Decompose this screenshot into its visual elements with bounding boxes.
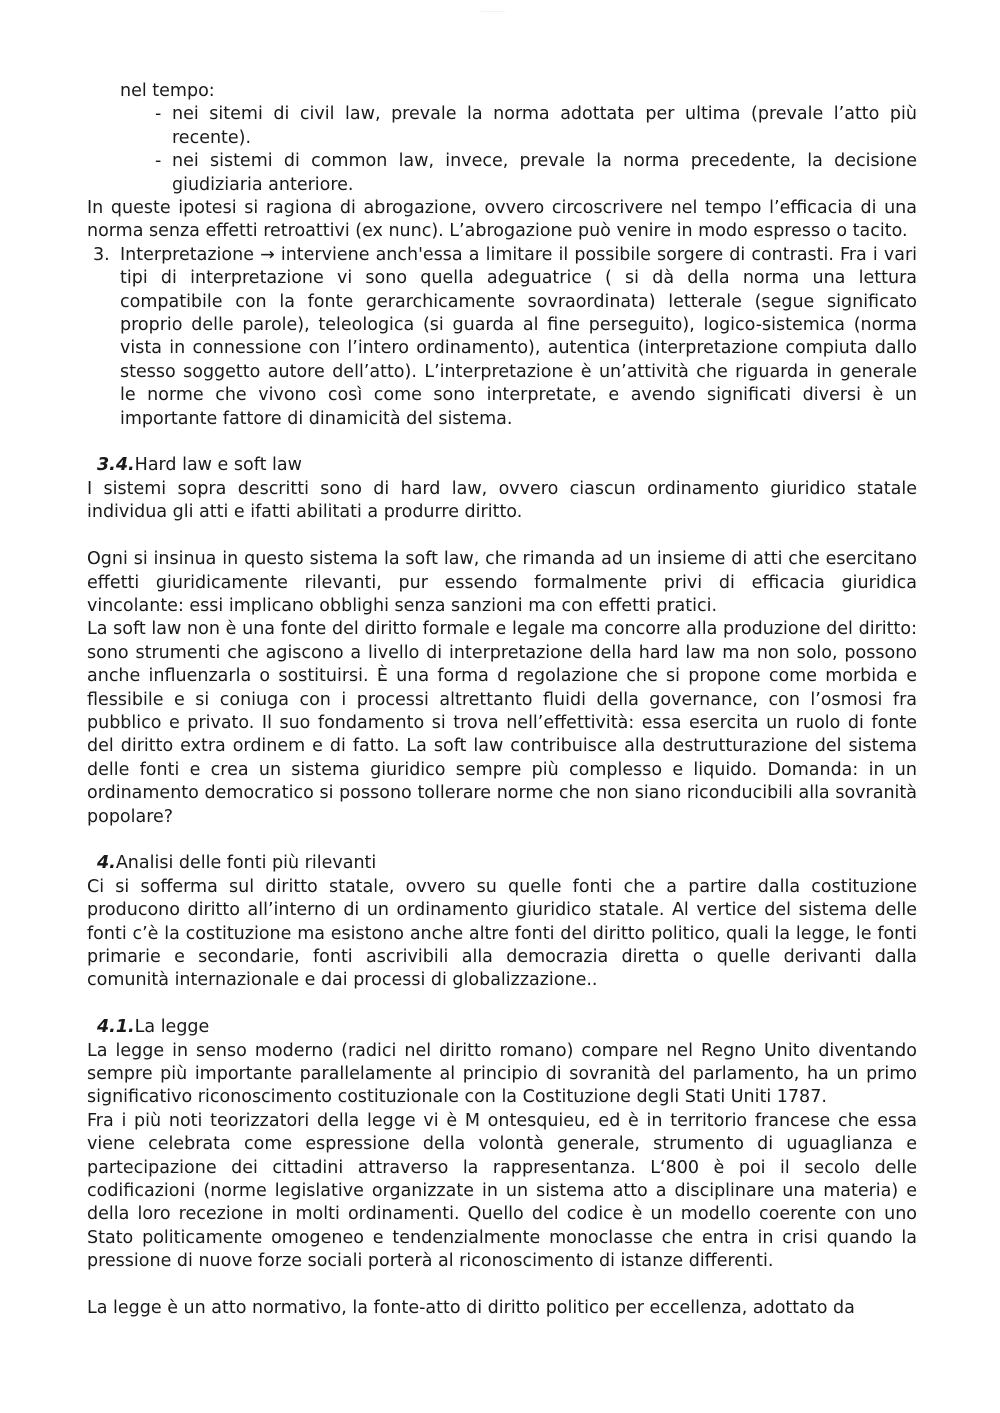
section-number: 4.1. [97, 1017, 135, 1038]
item-text: Interpretazione → interviene anch'essa a limitare il possibile sorgere di contrasti. Fra i vari tipi di interpretazione vi sono quella adeguatrice ( si dà della norma una lettura compatibile con la fonte gerarchicamente sovraordinata) letterale (segue significato proprio delle parole), teleologica (si guarda al fine perseguito), logico-sistemica (norma vista in connessione con l’intero ordinamento), autentica (interpretazione compiuta dallo stesso soggetto autore dell’atto). L’interpretazione è un’attività che riguarda in generale le norme che vivono così come sono interpretate, e avendo significati diversi è un importante fattore di dinamicità del sistema. [120, 244, 917, 429]
item-number: 3. [93, 244, 110, 265]
document-body [87, 80, 917, 1320]
paragraph: Ci si sofferma sul diritto statale, ovvero su quelle fonti che a partire dalla costituzione producono diritto all’interno di un ordinamento giuridico statale. Al vertice del sistema delle fonti c’è la costituzione ma esistono anche altre fonti del diritto politico, quali la legge, le fonti primarie e secondarie, fonti ascrivibili alla democrazia diretta o quelle derivanti dalla comunità internazionale e dai processi di globalizzazione.. [87, 876, 917, 991]
paragraph: Ogni si insinua in questo sistema la soft law, che rimanda ad un insieme di atti che esercitano effetti giuridicamente rilevanti, pur essendo formalmente privi di efficacia giuridica vincolante: essi implicano obblighi senza sanzioni ma con effetti pratici. [87, 549, 917, 616]
paragraph-gap [87, 525, 917, 548]
dash-item-common-law: - nei sistemi di common law, invece, prevale la norma precedente, la decisione giudiziaria anteriore. [155, 150, 917, 197]
section-number: 4. [97, 853, 116, 874]
section-heading-3-4 [87, 454, 917, 477]
section-number: 3.4. [97, 455, 135, 476]
numbered-item-3 [87, 244, 917, 431]
section-heading-4-1 [87, 1016, 917, 1039]
intro-line: nel tempo: [120, 81, 215, 101]
paragraph: Fra i più noti teorizzatori della legge vi è M ontesquieu, ed è in territorio francese che essa viene celebrata come espressione della volontà generale, strumento di uguaglianza e partecipazione dei cittadini attraverso la rappresentanza. L‘800 è poi il secolo delle codificazioni (norme legislative organizzate in un sistema atto a disciplinare una materia) e della loro recezione in molti ordinamenti. Quello del codice è un modello coerente con uno Stato politicamente omogeneo e tendenzialmente monoclasse che entra in crisi quando la pressione di nuove forze sociali porterà al riconoscimento di istanze differenti. [87, 1110, 917, 1272]
dash-list [87, 103, 917, 197]
section-title: La legge [134, 1017, 210, 1038]
section-heading-4 [87, 852, 917, 875]
section-title: Analisi delle fonti più rilevanti [115, 853, 377, 874]
paragraph: I sistemi sopra descritti sono di hard law, ovvero ciascun ordinamento giuridico statale individua gli atti e ifatti abilitati a produrre diritto. [87, 478, 917, 523]
paragraph: La soft law non è una fonte del diritto formale e legale ma concorre alla produzione del diritto: sono strumenti che agiscono a livello di interpretazione della hard law ma non solo, possono anche influenzarla o sostituirsi. È una forma d regolazione che si propone come morbida e flessibile e si coniuga con i processi altrettanto fluidi della governance, con l’osmosi fra pubblico e privato. Il suo fondamento si trova nell’effettività: essa esercita un ruolo di fonte del diritto extra ordinem e di fatto. La soft law contribuisce alla destrutturazione del sistema delle fonti e crea un sistema giuridico sempre più complesso e liquido. Domanda: in un ordinamento democratico si possono tollerare norme che non siano riconducibili alla sovranità popolare? [87, 619, 917, 827]
header-mark: ~~~~~~~~~~ [480, 9, 506, 13]
paragraph-gap [87, 1274, 917, 1297]
dash-item-civil-law: - nei sitemi di civil law, prevale la norma adottata per ultima (prevale l’atto più recente). [155, 103, 917, 150]
paragraph: La legge è un atto normativo, la fonte-atto di diritto politico per eccellenza, adottato da [87, 1298, 855, 1319]
abrogazione-paragraph: In queste ipotesi si ragiona di abrogazione, ovvero circoscrivere nel tempo l’efficacia di una norma senza effetti retroattivi (ex nunc). L’abrogazione può venire in modo espresso o tacito. [87, 198, 917, 242]
section-title: Hard law e soft law [134, 455, 302, 476]
paragraph: La legge in senso moderno (radici nel diritto romano) compare nel Regno Unito diventando sempre più importante parallelamente al principio di sovranità del parlamento, ha un primo significativo riconoscimento costituzionale con la Costituzione degli Stati Uniti 1787. [87, 1040, 917, 1108]
